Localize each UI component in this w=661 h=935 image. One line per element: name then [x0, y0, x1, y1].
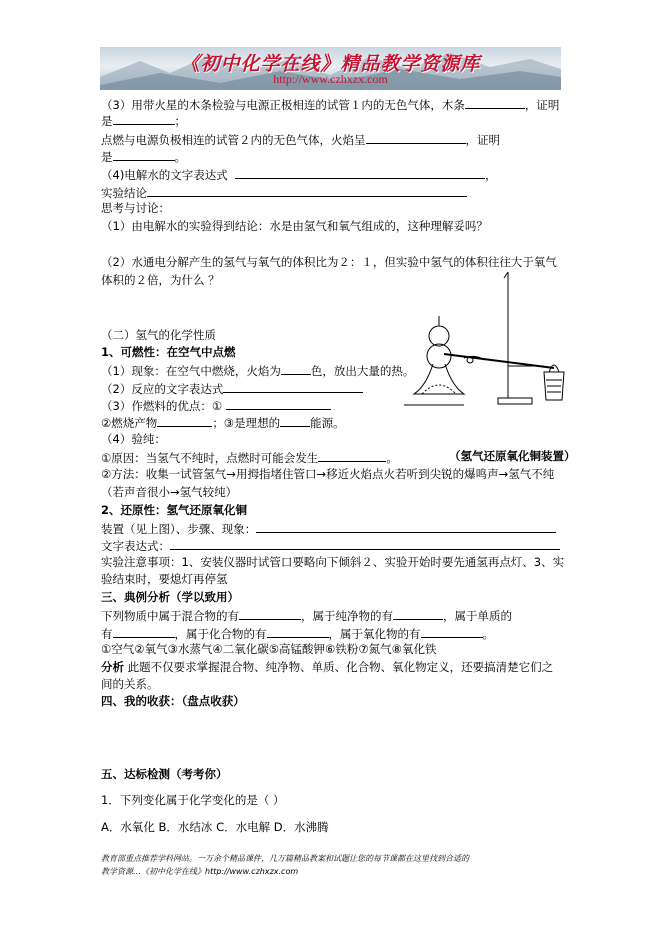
- harvest-section-title: 四、我的收获：（盘点收获）: [101, 694, 245, 708]
- discussion-title: 思考与讨论：: [101, 201, 170, 215]
- q3-line2: 是 ；: [101, 114, 186, 128]
- reducibility-heading: 2、还原性：氢气还原氧化铜: [101, 503, 248, 517]
- reaction-expression-line: （2）反应的文字表达式: [101, 380, 363, 397]
- example-section-title: 三、典例分析（学以致用）: [101, 590, 239, 604]
- q3-line1: （3）用带火星的木条检验与电源正极相连的试管１内的无色气体，木条 ，证明: [101, 98, 560, 112]
- purity-test-heading: （4）验纯：: [101, 432, 166, 446]
- purity-reason-line: ①原因：当氢气不纯时，点燃时可能会发生 。: [101, 451, 398, 465]
- q3-line4: 是 。: [101, 150, 186, 164]
- phenomenon-line: （1）现象：在空气中燃烧，火焰为 色，放出大量的热。: [101, 364, 415, 378]
- q4-equation-line: （4)电解水的文字表达式 ，: [101, 168, 497, 182]
- reduction-expression-line: 文字表达式：: [101, 537, 560, 554]
- banner-url[interactable]: http://www.czhxzx.com: [273, 72, 388, 86]
- page-footer: [101, 852, 563, 878]
- test-section-title: 五、达标检测（考考你）: [101, 767, 228, 781]
- purity-method-line: ②方法：收集一试管氢气→用拇指堵住管口→移近火焰点火若听到尖锐的爆鸣声→氢气不纯: [101, 467, 555, 481]
- apparatus-caption: （氢气还原氧化铜装置）: [449, 449, 576, 463]
- footer-line2[interactable]: 教学资源…《初中化学在线》http://www.czhxzx.com: [101, 867, 299, 876]
- analysis-line1: 分析 此题不仅要求掌握混合物、纯净物、单质、化合物、氧化物定义，还要搞清楚它们之: [101, 660, 554, 674]
- q4-conclusion-line: 实验结论: [101, 184, 467, 201]
- combustibility-heading: 1、可燃性：在空气中点燃: [101, 345, 236, 359]
- banner-title: 《初中化学在线》精品教学资源库: [180, 53, 481, 75]
- analysis-line2: 间的关系。: [101, 677, 159, 691]
- precautions-line2: 验结束时，要熄灯再停氢: [101, 572, 228, 586]
- discussion-q1: （1）由电解水的实验得到结论：水是由氢气和氧气组成的，这种理解妥吗？: [101, 219, 488, 233]
- test-question-1: 1．下列变化属于化学变化的是（ ）: [101, 793, 285, 807]
- purity-method-line2: （若声音很小→氢气较纯）: [101, 485, 238, 499]
- footer-line1: 教育部重点推荐学科网站。一万余个精品课件，几万篇精品教案和试题让您的每节课都在这里找到合适的: [101, 854, 469, 863]
- hydrogen-reduction-apparatus-image: [404, 268, 569, 410]
- header-banner: [100, 47, 561, 90]
- precautions-line1: 实验注意事项：1、安装仪器时试管口要略向下倾斜２、实验开始时要先通氢再点灯、3、实: [101, 555, 565, 569]
- test-question-1-options: A．水氧化 B．水结冰 C．水电解 D．水沸腾: [101, 820, 329, 834]
- chem-properties-title: （二）氢气的化学性质: [101, 328, 216, 342]
- example-question-line1: 下列物质中属于混合物的有 ，属于纯净物的有 ，属于单质的: [101, 609, 512, 623]
- q3-line3: 点燃与电源负极相连的试管２内的无色气体，火焰呈 ，证明: [101, 133, 500, 147]
- fuel-advantage-line1: （3）作燃料的优点：①: [101, 397, 331, 414]
- discussion-q2-line2: 体积的２倍，为什么 ？: [101, 273, 220, 287]
- device-steps-line: 装置（见上图）、步骤、现象：: [101, 520, 556, 537]
- fuel-advantage-line2: ②燃烧产物 ；③是理想的 能源。: [101, 416, 345, 430]
- discussion-q2-line1: （2）水通电分解产生的氢气与氧气的体积比为２：１，但实验中氢气的体积往往大于氧气: [101, 255, 557, 269]
- example-question-line2: 有 ，属于化合物的有 ，属于氧化物的有 。: [101, 627, 494, 641]
- example-items-list: ①空气②氧气③水蒸气④二氧化碳⑤高锰酸钾⑥铁粉⑦氮气⑧氧化铁: [101, 642, 437, 656]
